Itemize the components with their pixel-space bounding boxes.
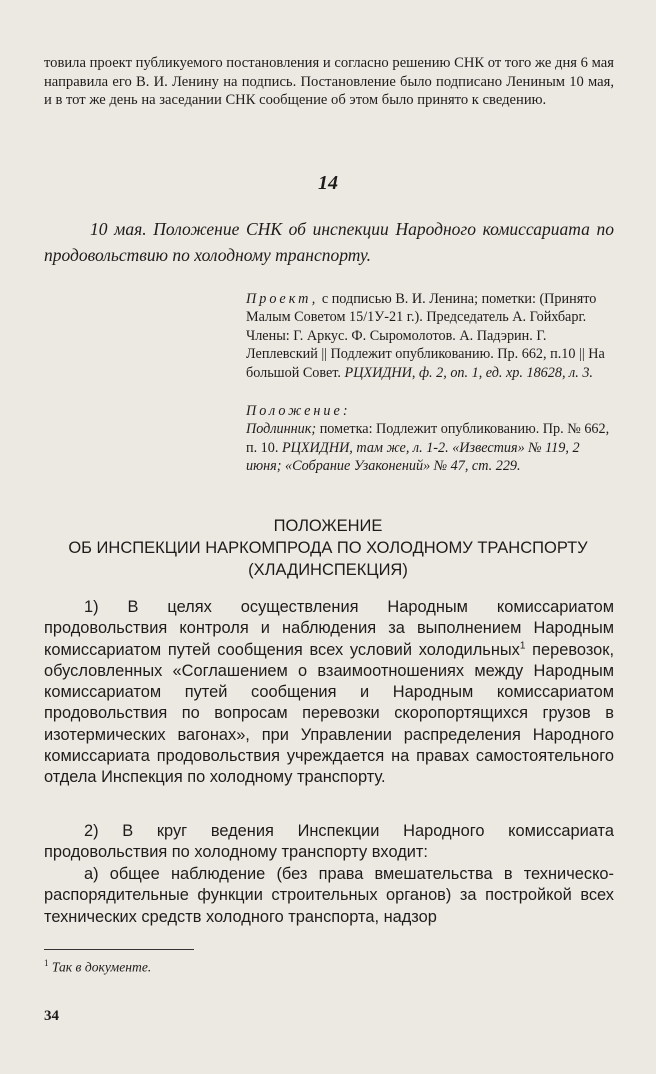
body-paragraph-1 [44,597,614,789]
body-paragraph-3: а) общее наблюдение (без права вмешательства в техническо-распорядительные функции строительных органов) за постройкой всех технических средств холодного транспорта, надзор [44,865,614,926]
archive-ref-draft: РЦХИДНИ, ф. 2, оп. 1, ед. хр. 18628, л. 3. [344,364,593,381]
footnote-divider [44,949,194,950]
document-number: 14 [318,172,338,194]
body-paragraph-2: 2) В круг ведения Инспекции Народного комиссариата продовольствия по холодному транспорту входит: [44,822,614,862]
archive-original: Подлинник; [246,421,317,438]
body-paragraph-1-text-b: перевозок, обусловленных «Соглашением о взаимоотношениях между Народным комиссариатом путей сообщения и Народным комиссариатом продовольствия по вопросам перевозки скоропортящихся грузов в изотермических вагонах», при Управлении распределения Народного комиссариата продовольствия учреждается на правах самостоятельного отдела Инспекция по холодному транспорту. [44,640,615,787]
footnote-ref: 1 [519,640,526,652]
page-number: 34 [44,1008,59,1024]
regulation-title-1: ПОЛОЖЕНИЕ [273,517,383,535]
body-paragraph-1-text-a: 1) В целях осуществления Народным комиссариатом продовольствия контроля и наблюдения за выполнением Народным комиссариатом путей сообщения всех условий холодильных [44,598,614,659]
archive-ref-final: РЦХИДНИ, там же, л. 1-2. «Известия» № 119, 2 июня; «Собрание Узаконений» № 47, ст. 229. [246,439,580,475]
footnote-marker: 1 [44,958,49,968]
intro-paragraph: товила проект публикуемого постановления и согласно решению СНК от того же дня 6 мая направила его В. И. Ленину на подпись. Постановление было подписано Лениным 10 мая, и в тот же день на заседании СНК сообщение об этом было принято к сведению. [44,55,614,109]
regulation-title-3: (ХЛАДИНСПЕКЦИЯ) [248,561,408,579]
archive-note-final [246,402,614,476]
archive-note-draft [246,290,614,382]
footnote-text: Так в документе. [48,959,152,975]
document-heading: 10 мая. Положение СНК об инспекции Народного комиссариата по продовольствию по холодному транспорту. [44,219,614,265]
footnote [44,958,151,976]
archive-text-draft: с подписью В. И. Ленина; пометки: (Принято Малым Советом 15/1У-21 г.). Председатель А. Гойхбарг. Члены: Г. Аркус. Ф. Сыромолотов. А. Падэрин. Г. Леплевский || Подлежит опубликованию. Пр. 662, п.10 || На большой Совет. [246,291,605,381]
archive-label-final: Положение: [246,403,351,419]
archive-label-draft: Проект, [246,291,319,307]
regulation-title-2: ОБ ИНСПЕКЦИИ НАРКОМПРОДА ПО ХОЛОДНОМУ ТРАНСПОРТУ [68,539,588,557]
archive-mark: пометка: Подлежит опубликованию. Пр. № 662, п. 10. [246,421,610,456]
